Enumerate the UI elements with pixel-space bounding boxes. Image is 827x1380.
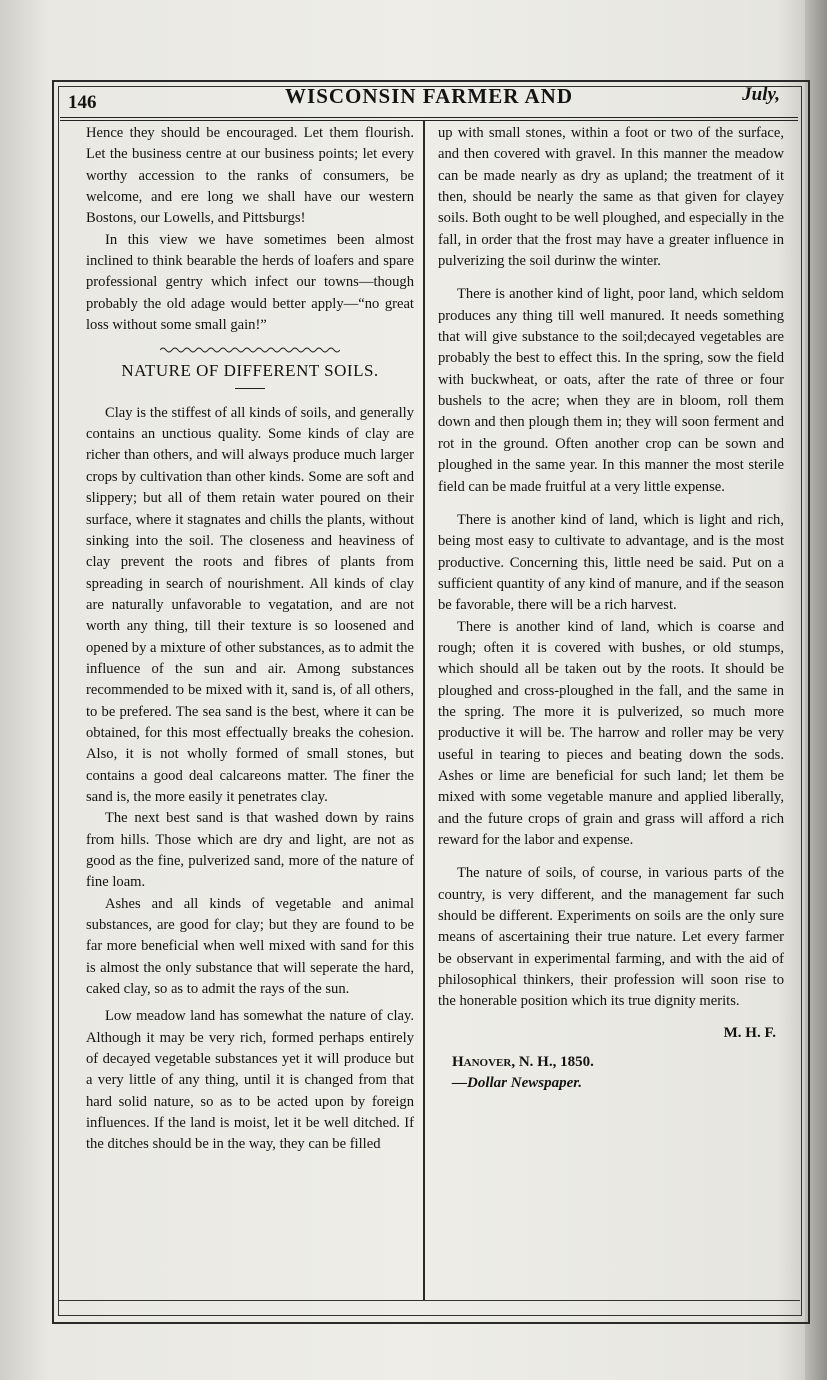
- article-title: NATURE OF DIFFERENT SOILS.: [121, 361, 379, 381]
- header-rule: [60, 117, 798, 121]
- paragraph: In this view we have sometimes been almost inclined to think bearable the herds of loafers and spare professional gentry which infect our towns—though probably the old adage would better apply—“no great loss without some small gain!”: [86, 231, 414, 334]
- left-column: [86, 123, 414, 1156]
- column-divider: [423, 121, 425, 1301]
- paragraph: up with small stones, within a foot or two of the surface, and then covered with gravel. In this manner the meadow can be made nearly as dry as upland; the treatment of it then, should be nearly the same as that given for clayey soils. Both ought to be well ploughed, and especially in the fall, in order that the frost may have a greater influence in pulverizing the soil durinw the winter.: [438, 125, 784, 270]
- paragraph: There is another kind of land, which is light and rich, being most easy to cultivate to advantage, and is the most productive. Concerning this, little need be said. Put on a sufficient quantity of any kind of manure, and if the season be favorable, there will be a rich harvest.: [438, 511, 784, 614]
- right-column: [438, 123, 784, 1095]
- page-header: [60, 84, 798, 114]
- paragraph: Low meadow land has somewhat the nature of clay. Although it may be very rich, formed perhaps entirely of decayed vegetable substances yet it will produce but a very little of any thing, until it is changed from that hard solid nature, so as to be acted upon by foreign influences. If the land is moist, let it be well ditched. If the ditches should be in the way, they can be filled: [86, 1008, 414, 1153]
- paragraph: Ashes and all kinds of vegetable and animal substances, are good for clay; but they are found to be far more beneficial when well mixed with sand for this is almost the only substance that will seperate the hard, caked clay, so as to admit the rays of the sun.: [86, 895, 414, 998]
- paragraph: The nature of soils, of course, in various parts of the country, is very different, and the management far such should be different. Experiments on soils are the only sure means of ascertaining their true nature. Let every farmer be observant in experimental farming, and with the aid of philosophical thinkers, their profession will soon rise to the honerable position which its true dignity merits.: [438, 865, 784, 1010]
- paragraph: There is another kind of light, poor land, which seldom produces any thing till well manured. It needs something that will give substance to the soil;decayed vegetables are probably the best to effect this. In the spring, sow the field with buckwheat, or oats, after the rate of three or four bushels to the acre; when they are in bloom, roll them down and then plough them in; they will soon ferment and rot in the ground. Often another crop can be sown and ploughed in the same year. In this manner the most sterile field can be made fruitful at a very little expense.: [438, 286, 784, 495]
- author-signature: M. H. F.: [723, 1024, 776, 1041]
- paragraph: There is another kind of land, which is coarse and rough; often it is covered with bushes, or old stumps, which should all be taken out by the roots. It should be ploughed and cross-ploughed in the fall, and the same in the spring. The more it is pulverized, so much more productive it will be. The harrow and roller may be very useful in tearing to pieces and beating down the sods. Ashes or lime are beneficial for such land; let them be mixed with some vegetable manure and applied liberally, and the future crops of grain and grass will afford a rich reward for the labor and expense.: [438, 618, 784, 848]
- dateline: Hanover, N. H., 1850.: [452, 1054, 594, 1071]
- page-number: 146: [68, 92, 97, 113]
- paragraph: Hence they should be encouraged. Let them flourish. Let the business centre at our business points; let every worthy accession to the ranks of consumers, be welcome, and ere long we shall have our western Bostons, our Lowells, and Pittsburgs!: [86, 125, 414, 227]
- issue-month: July,: [742, 84, 780, 105]
- paragraph: Clay is the stiffest of all kinds of soils, and generally contains an unctious quality. Some kinds of clay are richer than others, and will always produce much larger crops by cultivation than other kinds. Some are soft and slippery; but all of them retain water poured on their surface, where it stagnates and chills the plants, without sinking into the soil. The closeness and heaviness of clay prevent the roots and fibres of plants from spreading in search of nourishment. All kinds of clay are naturally unfavorable to vegatation, and are not worth any thing, till their texture is so loosened and opened by a mixture of other substances, as to admit the influence of the sun and air. Among substances recommended to be mixed with it, sand is, of all others, to be prefered. The sea sand is the best, where it can be obtained, for this most effectually breaks the cohesion. Also, it is not wholly formed of small stones, but contains a good deal calcareons matter. The finer the sand is, the more easily it penetrates clay.: [86, 404, 414, 805]
- masthead: WISCONSIN FARMER AND: [285, 84, 573, 108]
- title-rule: [235, 388, 265, 389]
- source-credit: —Dollar Newspaper.: [452, 1075, 583, 1092]
- footer-rule: [58, 1300, 800, 1301]
- wavy-divider: [160, 346, 340, 354]
- paragraph: The next best sand is that washed down by rains from hills. Those which are dry and light, are not as good as the fine, pulverized sand, more of the nature of fine loam.: [86, 810, 414, 891]
